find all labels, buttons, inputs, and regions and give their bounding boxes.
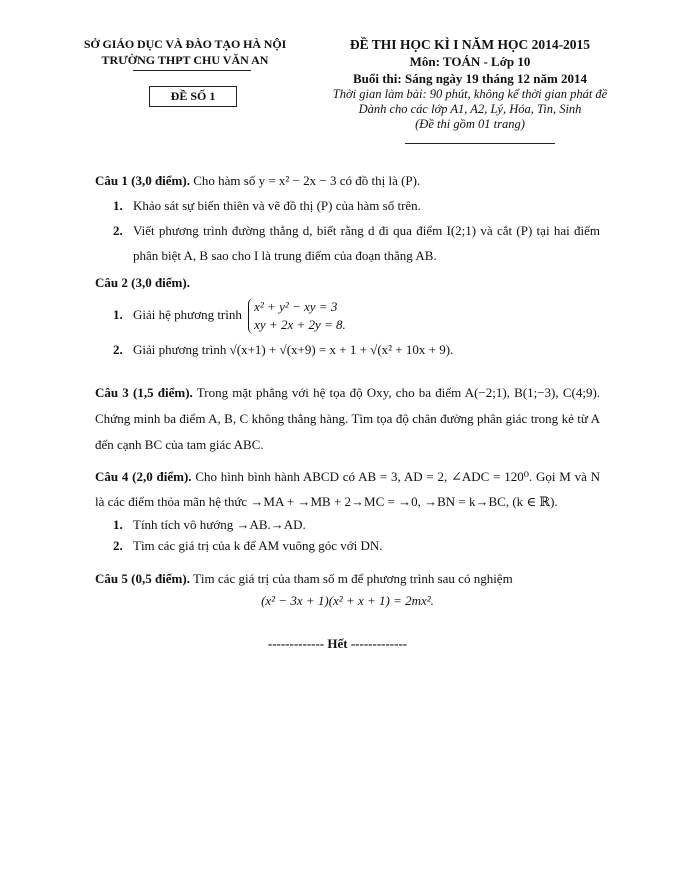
exam-subject: Môn: TOÁN - Lớp 10 — [409, 54, 531, 69]
item-text: Khảo sát sự biến thiên và vẽ đồ thị (P) của hàm số trên. — [133, 198, 421, 213]
question-4-item-2 — [95, 535, 600, 556]
question-3-text: Trong mặt phẳng với hệ tọa độ Oxy, cho ba điểm A(−2;1), B(1;−3), C(4;9). Chứng minh ba điểm A, B, C không thẳng hàng. Tìm tọa độ chân đường phân giác trong kẻ từ A đến cạnh BC của tam giác ABC. — [95, 385, 601, 452]
exam-pages: (Đề thi gồm 01 trang) — [415, 117, 525, 131]
item-number: 2. — [113, 342, 123, 357]
question-5-text: Tìm các giá trị của tham số m để phương trình sau có nghiệm — [192, 571, 513, 586]
school-name: TRƯỜNG THPT CHU VĂN AN — [101, 53, 269, 67]
question-5 — [95, 568, 600, 612]
item-text: Giải hệ phương trình — [133, 307, 242, 322]
end-marker: ------------- Hết ------------- — [267, 636, 408, 651]
question-2-item-2 — [95, 337, 600, 362]
question-1-item-1 — [95, 193, 600, 218]
question-3 — [95, 380, 600, 458]
equation-system — [248, 298, 346, 334]
item-number: 1. — [113, 517, 123, 532]
question-3-heading: Câu 3 (1,5 điểm). — [95, 385, 193, 400]
question-1-heading: Câu 1 (3,0 điểm). — [95, 173, 190, 188]
header-right — [295, 37, 645, 132]
question-2-item-1 — [95, 295, 600, 335]
question-5-heading: Câu 5 (0,5 điểm). — [95, 571, 190, 586]
exam-title: ĐỀ THI HỌC KÌ I NĂM HỌC 2014-2015 — [349, 37, 591, 52]
question-1 — [95, 168, 600, 268]
item-number: 2. — [113, 223, 123, 238]
header-right-underline — [405, 143, 555, 144]
question-4 — [95, 464, 600, 556]
equation-1: x² + y² − xy = 3 — [254, 299, 338, 315]
item-text: Viết phương trình đường thẳng d, biết rằng d đi qua điểm I(2;1) và cắt (P) tại hai điểm phân biệt A, B sao cho I là trung điểm của đoạn thẳng AB. — [133, 223, 600, 263]
department-name: SỞ GIÁO DỤC VÀ ĐÀO TẠO HÀ NỘI — [83, 37, 287, 51]
school-underline — [133, 70, 251, 71]
question-4-heading: Câu 4 (2,0 điểm). — [95, 469, 192, 484]
question-1-text: Cho hàm số y = x² − 2x − 3 có đồ thị là (P). — [193, 173, 421, 188]
item-text: Giải phương trình √(x+1) + √(x+9) = x + 1 + √(x² + 10x + 9). — [133, 342, 454, 357]
question-1-item-2 — [95, 218, 600, 268]
question-2 — [95, 270, 600, 362]
equation-2: xy + 2x + 2y = 8. — [254, 317, 346, 333]
question-4-item-1 — [95, 514, 600, 535]
item-number: 1. — [113, 198, 123, 213]
question-4-text: Cho hình bình hành ABCD có AB = 3, AD = 2, ∠ADC = 120⁰. Gọi M và N là các điểm thỏa mãn hệ thức →MA + →MB + 2→MC = →0, →BN = k→BC, (k ∈ ℝ). — [95, 469, 601, 509]
exam-duration: Thời gian làm bài: 90 phút, không kể thời gian phát đề — [332, 87, 608, 101]
header-left — [70, 37, 300, 68]
item-text: Tìm các giá trị của k để AM vuông góc với DN. — [133, 538, 383, 553]
item-text: Tính tích vô hướng →AB.→AD. — [133, 517, 306, 532]
question-2-heading: Câu 2 (3,0 điểm). — [95, 275, 190, 290]
question-5-formula: (x² − 3x + 1)(x² + x + 1) = 2mx². — [261, 593, 434, 608]
exam-classes: Dành cho các lớp A1, A2, Lý, Hóa, Tin, Sinh — [358, 102, 582, 116]
item-number: 1. — [113, 307, 123, 322]
item-number: 2. — [113, 538, 123, 553]
exam-session: Buổi thi: Sáng ngày 19 tháng 12 năm 2014 — [352, 71, 588, 86]
exam-code-box: ĐỀ SỐ 1 — [149, 86, 237, 107]
